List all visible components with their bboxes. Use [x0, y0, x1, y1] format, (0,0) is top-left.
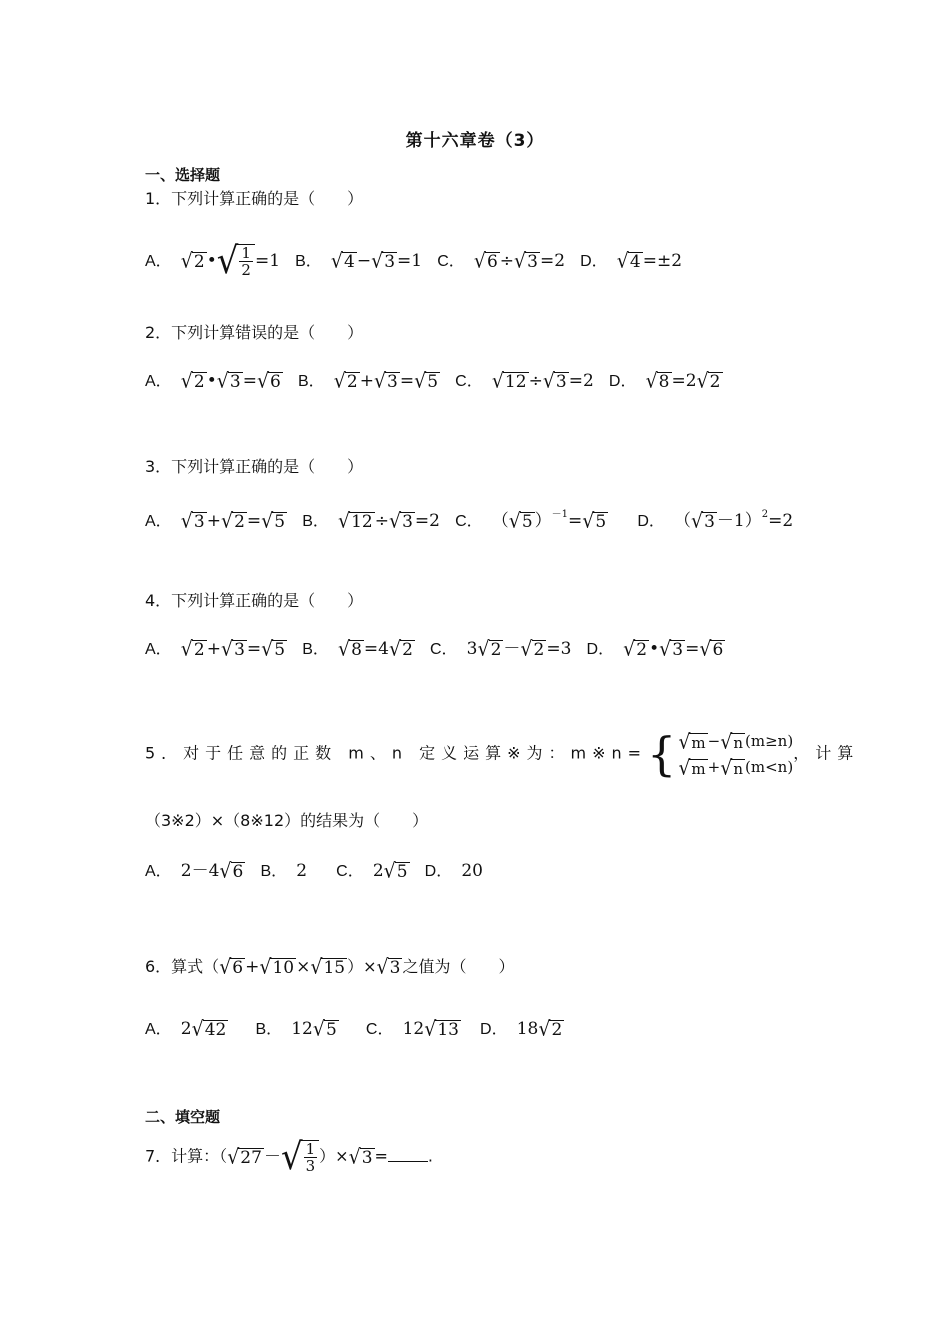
page-title: 第十六章卷（3） — [405, 131, 545, 151]
question-2-stem: 2．下列计算错误的是（ ） — [145, 323, 364, 342]
question-5-stem-continued: （3※2）×（8※12）的结果为（ ） — [145, 811, 429, 830]
question-7-stem: 7．计算：（ √ 27 － √ $\frac{1}{3}$ ）× √ 3 = . — [145, 1135, 434, 1179]
q3-option-a: A． √ 3 + √ 2 = √ 5 — [145, 509, 286, 533]
q2-option-a: A． √ 2 • √ 3 = √ 6 — [145, 369, 281, 393]
q6-option-b: B． 12 √ 5 — [255, 1017, 337, 1041]
section-fill-title: 二、填空题 — [145, 1108, 221, 1126]
q5-piecewise-definition: { √ m − √ n (m≥n) √ m + √ n (m<n) — [647, 727, 794, 781]
q6-option-c: C． 12 √ 13 — [365, 1017, 459, 1041]
q1-option-b: B． √ 4 − √ 3 =1 — [295, 248, 423, 273]
question-5-stem: 5．对于任意的正数 m、n 定义运算※为：m※n= { √ m − √ n (m≥n) √ m + √ n (m<n) ，计算 — [145, 727, 860, 781]
q4-option-c: C． 3 √ 2 － √ 2 =3 — [430, 637, 572, 661]
question-1-options — [145, 239, 692, 283]
question-2-options — [145, 368, 733, 395]
q6-option-a: A． 2 √ 42 — [145, 1017, 227, 1041]
q4-option-a: A． √ 2 + √ 3 = √ 5 — [145, 637, 286, 661]
q3-option-b: B． √ 12 ÷ √ 3 =2 — [302, 509, 440, 533]
question-3-stem: 3．下列计算正确的是（ ） — [145, 457, 364, 476]
q4-option-d: D． √ 2 • √ 3 = √ 6 — [586, 637, 724, 661]
question-5-options — [145, 858, 493, 885]
q1-option-c: C． √ 6 ÷ √ 3 =2 — [437, 248, 566, 273]
q2-option-d: D． √ 8 =2 √ 2 — [608, 369, 721, 393]
q2-option-c: C． √ 12 ÷ √ 3 =2 — [455, 369, 594, 393]
question-4-options — [145, 636, 735, 663]
q5-option-c: C． 2 √ 5 — [336, 859, 408, 883]
q2-option-b: B． √ 2 + √ 3 = √ 5 — [297, 369, 439, 393]
question-6-options — [145, 1016, 574, 1043]
question-3-options — [145, 502, 803, 535]
q1-option-a: A． √ 2 • √ $\frac{1}{2}$ =1 — [145, 239, 281, 283]
q3-option-d: D． （ √ 3 －1）$^2$=2 — [637, 509, 794, 533]
q5-option-d: D． 20 — [424, 861, 483, 881]
q5-option-b: B． 2 — [260, 861, 308, 881]
question-4-stem: 4．下列计算正确的是（ ） — [145, 591, 364, 610]
q5-option-a: A． 2－4 √ 6 — [145, 859, 244, 883]
section-choice-title: 一、选择题 — [145, 166, 221, 184]
q6-option-d: D． 18 √ 2 — [480, 1017, 563, 1041]
question-6-stem: 6．算式（ √ 6 + √ 10 × √ 15 ）× √ 3 之值为（ ） — [145, 955, 515, 979]
q1-option-d: D． √ 4 =±2 — [580, 248, 683, 273]
q4-option-b: B． √ 8 =4 √ 2 — [302, 637, 413, 661]
q3-option-c: C． （ √ 5 ）$^{-1}$= √ 5 — [455, 509, 607, 533]
answer-blank[interactable] — [388, 1147, 428, 1162]
question-1-stem: 1．下列计算正确的是（ ） — [145, 189, 364, 208]
